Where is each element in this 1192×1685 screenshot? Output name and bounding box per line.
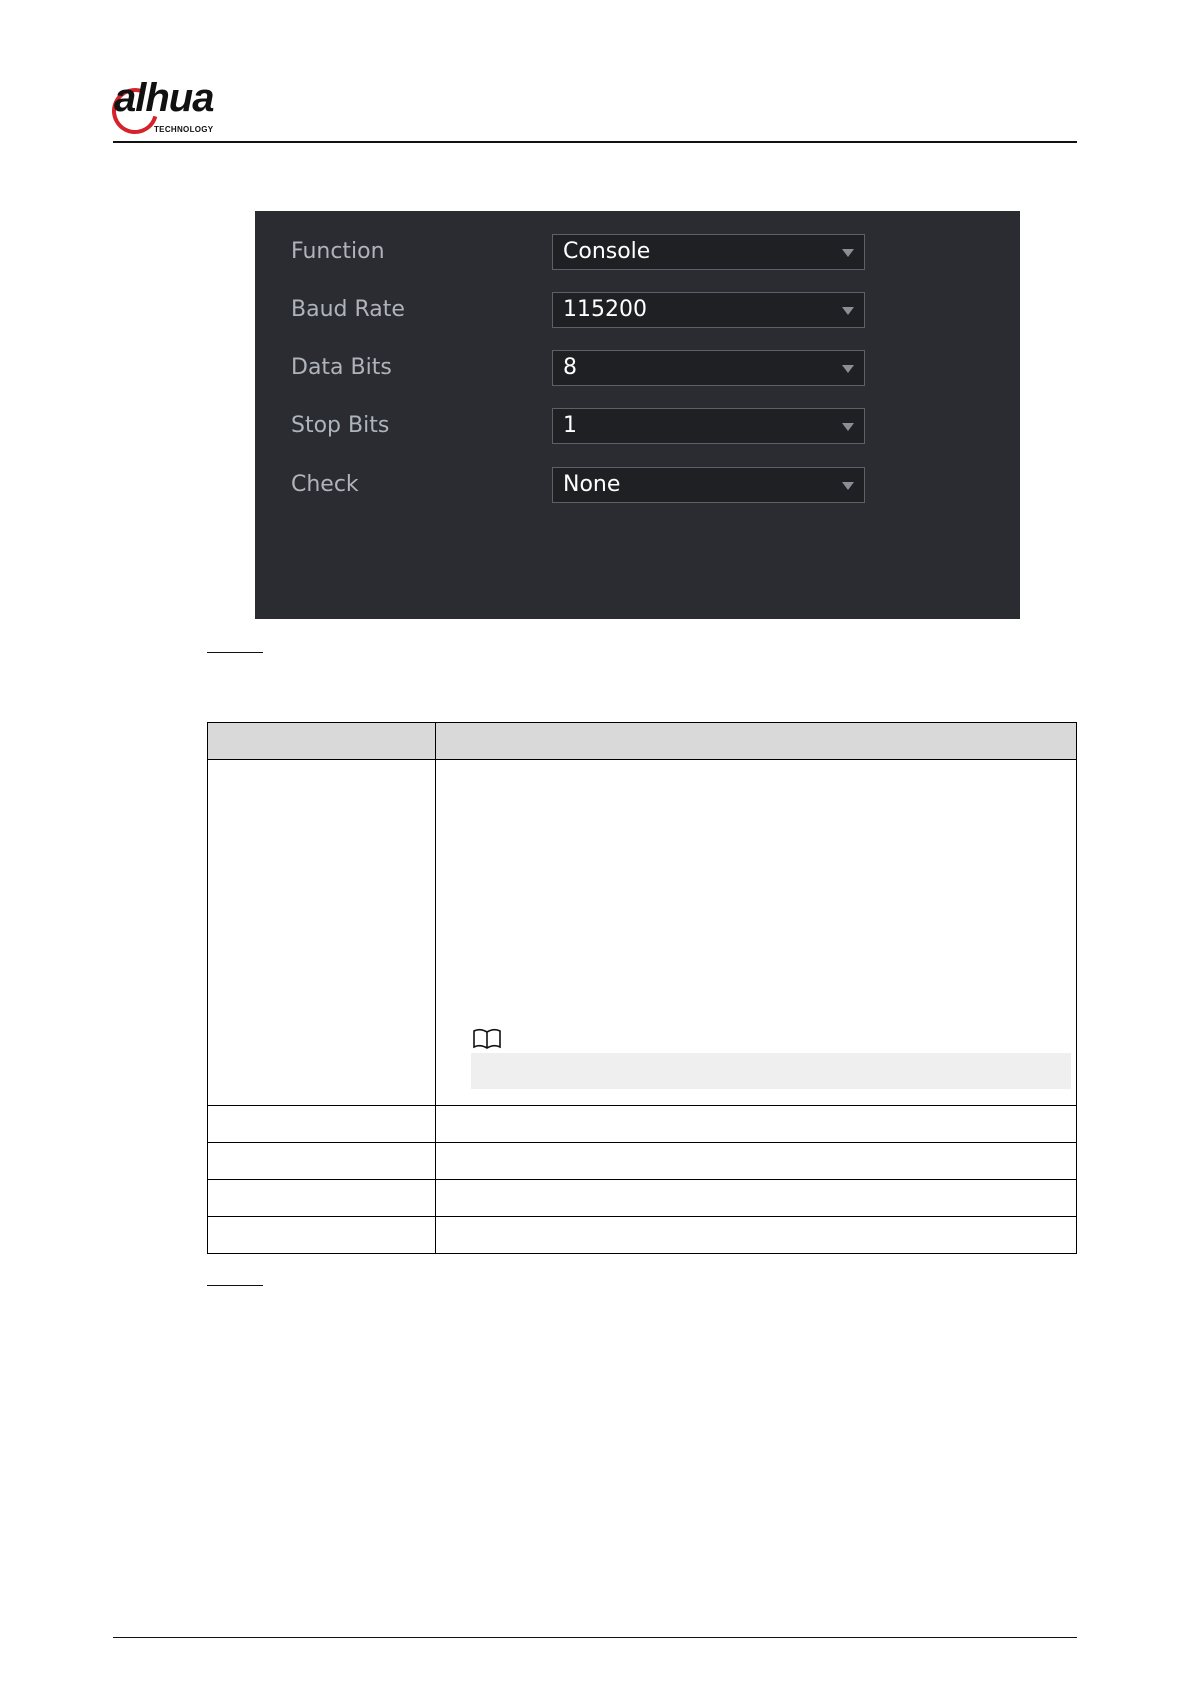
parameter-table: [207, 722, 1077, 1254]
book-icon: [472, 1028, 502, 1050]
table-cell: [436, 760, 1077, 1106]
check-value: None: [563, 472, 621, 497]
chevron-down-icon: [842, 307, 854, 315]
table-row: [208, 1106, 1077, 1143]
chevron-down-icon: [842, 365, 854, 373]
table-cell: [208, 1217, 436, 1254]
function-value: Console: [563, 239, 651, 264]
check-select[interactable]: [552, 467, 865, 503]
table-cell: [436, 1106, 1077, 1143]
step-underline: [207, 652, 263, 653]
table-cell: [208, 760, 436, 1106]
baud-rate-label: Baud Rate: [291, 297, 405, 322]
step-underline: [207, 1285, 263, 1286]
table-cell: [208, 1143, 436, 1180]
chevron-down-icon: [842, 423, 854, 431]
data-bits-value: 8: [563, 355, 577, 380]
stop-bits-label: Stop Bits: [291, 413, 390, 438]
baud-rate-select[interactable]: [552, 292, 865, 328]
brand-logo: [112, 76, 272, 136]
table-cell: [436, 1143, 1077, 1180]
table-cell: [208, 1180, 436, 1217]
data-bits-select[interactable]: [552, 350, 865, 386]
table-row: [208, 1143, 1077, 1180]
footer-rule: [113, 1637, 1077, 1638]
table-header-cell: [208, 723, 436, 760]
function-label: Function: [291, 239, 385, 264]
logo-subtext: TECHNOLOGY: [154, 125, 214, 134]
baud-rate-value: 115200: [563, 297, 647, 322]
chevron-down-icon: [842, 482, 854, 490]
data-bits-label: Data Bits: [291, 355, 392, 380]
stop-bits-select[interactable]: [552, 408, 865, 444]
table-row: [208, 760, 1077, 1106]
serial-port-settings-panel: [255, 211, 1020, 619]
table-header-cell: [436, 723, 1077, 760]
stop-bits-value: 1: [563, 413, 577, 438]
note-box: [471, 1053, 1071, 1089]
logo-wordmark: alhua: [114, 76, 214, 120]
check-label: Check: [291, 472, 359, 497]
function-select[interactable]: [552, 234, 865, 270]
table-row: [208, 1217, 1077, 1254]
table-cell: [436, 1180, 1077, 1217]
table-row: [208, 1180, 1077, 1217]
table-cell: [208, 1106, 436, 1143]
table-header-row: [208, 723, 1077, 760]
chevron-down-icon: [842, 249, 854, 257]
table-cell: [436, 1217, 1077, 1254]
header-rule: [113, 141, 1077, 143]
